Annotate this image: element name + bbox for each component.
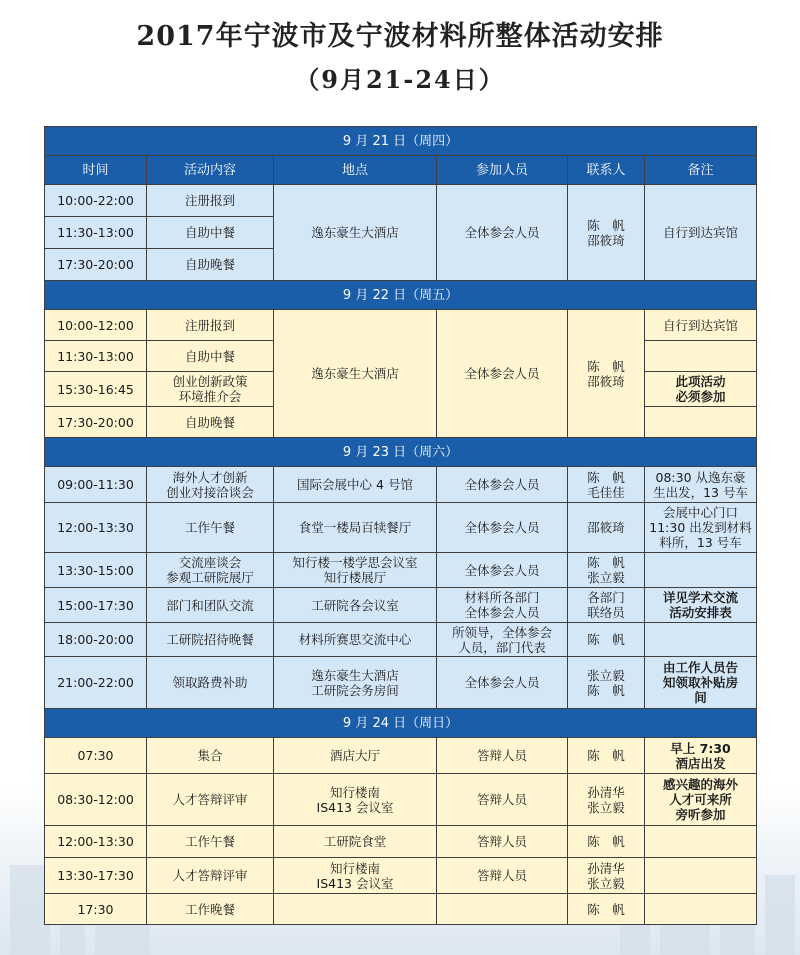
activity-cell: 人才答辩评审 [147,858,274,894]
time-cell: 09:00-11:30 [45,467,147,503]
activity-cell: 自助中餐 [147,341,274,372]
header-notes: 备注 [645,156,757,185]
time-cell: 17:30-20:00 [45,407,147,438]
contact-cell: 陈 帆 邵筱琦 [568,310,645,438]
table-row [45,894,757,925]
activity-cell: 注册报到 [147,185,274,217]
place-cell: 知行楼一楼学思会议室 知行楼展厅 [274,553,437,588]
participants-cell: 材料所各部门 全体参会人员 [437,588,568,623]
time-cell: 15:00-17:30 [45,588,147,623]
table-row [45,467,757,503]
participants-cell: 答辩人员 [437,826,568,858]
participants-cell: 全体参会人员 [437,503,568,553]
header-activity: 活动内容 [147,156,274,185]
note-cell: 此项活动 必须参加 [645,372,757,407]
activity-cell: 自助晚餐 [147,249,274,281]
time-cell: 18:00-20:00 [45,623,147,657]
note-cell: 由工作人员告 知领取补贴房 间 [645,657,757,709]
participants-cell: 全体参会人员 [437,553,568,588]
time-cell: 07:30 [45,738,147,774]
place-cell: 工研院各会议室 [274,588,437,623]
note-cell [645,858,757,894]
participants-cell: 全体参会人员 [437,467,568,503]
place-cell: 逸东豪生大酒店 工研院会务房间 [274,657,437,709]
time-cell: 12:00-13:30 [45,826,147,858]
participants-cell: 答辩人员 [437,738,568,774]
time-cell: 12:00-13:30 [45,503,147,553]
time-cell: 21:00-22:00 [45,657,147,709]
note-cell: 详见学术交流 活动安排表 [645,588,757,623]
contact-cell: 陈 帆 [568,738,645,774]
page-title: 2017年宁波市及宁波材料所整体活动安排 [136,21,664,52]
contact-cell: 陈 帆 [568,894,645,925]
note-cell [645,894,757,925]
note-cell: 自行到达宾馆 [645,185,757,281]
note-cell: 早上 7:30 酒店出发 [645,738,757,774]
note-cell: 会展中心门口 11:30 出发到材料 料所，13 号车 [645,503,757,553]
activity-cell: 领取路费补助 [147,657,274,709]
day-header: 9 月 22 日（周五） [45,281,757,310]
contact-cell: 孙清华 张立毅 [568,858,645,894]
day-header: 9 月 23 日（周六） [45,438,757,467]
participants-cell: 全体参会人员 [437,657,568,709]
header-time: 时间 [45,156,147,185]
day-header: 9 月 21 日（周四） [45,127,757,156]
header-place: 地点 [274,156,437,185]
activity-cell: 工作午餐 [147,503,274,553]
activity-cell: 工作午餐 [147,826,274,858]
time-cell: 10:00-22:00 [45,185,147,217]
contact-cell: 孙清华 张立毅 [568,774,645,826]
place-cell: 工研院食堂 [274,826,437,858]
table-row [45,588,757,623]
place-cell: 知行楼南 IS413 会议室 [274,858,437,894]
contact-cell: 邵筱琦 [568,503,645,553]
contact-cell: 陈 帆 [568,826,645,858]
activity-cell: 交流座谈会 参观工研院展厅 [147,553,274,588]
table-row [45,826,757,858]
participants-cell: 所领导，全体参会 人员，部门代表 [437,623,568,657]
activity-cell: 海外人才创新 创业对接洽谈会 [147,467,274,503]
activity-cell: 创业创新政策 环境推介会 [147,372,274,407]
place-cell: 逸东豪生大酒店 [274,310,437,438]
table-row [45,774,757,826]
note-cell [645,407,757,438]
table-row [45,858,757,894]
note-cell: 08:30 从逸东豪 生出发，13 号车 [645,467,757,503]
contact-cell: 陈 帆 张立毅 [568,553,645,588]
place-cell: 国际会展中心 4 号馆 [274,467,437,503]
activity-cell: 自助中餐 [147,217,274,249]
activity-cell: 自助晚餐 [147,407,274,438]
contact-cell: 陈 帆 邵筱琦 [568,185,645,281]
participants-cell: 答辩人员 [437,858,568,894]
time-cell: 13:30-17:30 [45,858,147,894]
contact-cell: 陈 帆 [568,623,645,657]
page-subtitle: （9月21-24日） [295,65,505,94]
note-cell [645,341,757,372]
note-cell [645,826,757,858]
table-row [45,553,757,588]
participants-cell: 全体参会人员 [437,310,568,438]
activity-cell: 工作晚餐 [147,894,274,925]
contact-cell: 张立毅 陈 帆 [568,657,645,709]
table-row [45,185,757,217]
participants-cell [437,894,568,925]
place-cell: 酒店大厅 [274,738,437,774]
place-cell: 逸东豪生大酒店 [274,185,437,281]
place-cell: 食堂一楼局百犊餐厅 [274,503,437,553]
participants-cell: 答辩人员 [437,774,568,826]
contact-cell: 各部门 联络员 [568,588,645,623]
time-cell: 15:30-16:45 [45,372,147,407]
activity-cell: 集合 [147,738,274,774]
place-cell: 知行楼南 IS413 会议室 [274,774,437,826]
time-cell: 11:30-13:00 [45,341,147,372]
schedule-table [44,126,757,925]
time-cell: 10:00-12:00 [45,310,147,341]
contact-cell: 陈 帆 毛佳佳 [568,467,645,503]
note-cell: 自行到达宾馆 [645,310,757,341]
column-headers [45,156,757,185]
activity-cell: 注册报到 [147,310,274,341]
activity-cell: 部门和团队交流 [147,588,274,623]
time-cell: 17:30-20:00 [45,249,147,281]
header-participants: 参加人员 [437,156,568,185]
table-row [45,738,757,774]
time-cell: 17:30 [45,894,147,925]
activity-cell: 人才答辩评审 [147,774,274,826]
note-cell [645,553,757,588]
activity-cell: 工研院招待晚餐 [147,623,274,657]
table-row [45,657,757,709]
table-row [45,503,757,553]
participants-cell: 全体参会人员 [437,185,568,281]
place-cell [274,894,437,925]
table-row [45,310,757,341]
time-cell: 13:30-15:00 [45,553,147,588]
time-cell: 11:30-13:00 [45,217,147,249]
note-cell [645,623,757,657]
table-row [45,623,757,657]
time-cell: 08:30-12:00 [45,774,147,826]
day-header: 9 月 24 日（周日） [45,709,757,738]
header-contact: 联系人 [568,156,645,185]
place-cell: 材料所赛思交流中心 [274,623,437,657]
note-cell: 感兴趣的海外 人才可来所 旁听参加 [645,774,757,826]
